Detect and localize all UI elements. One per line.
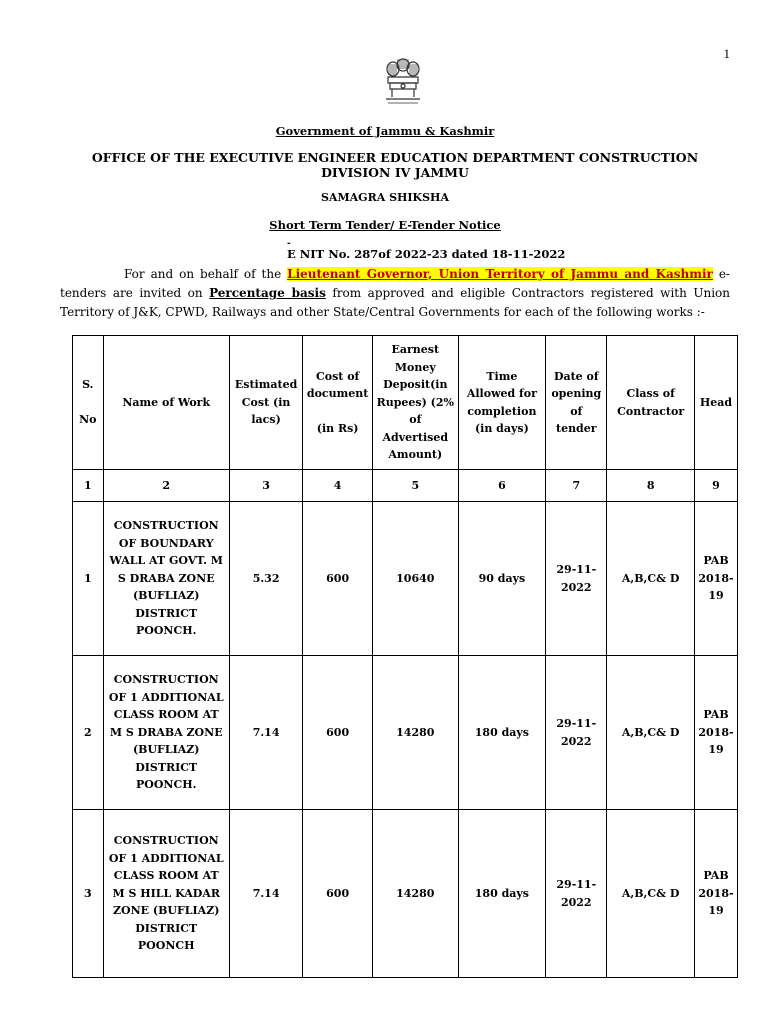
header-class-of-contractor: Class of Contractor [607,336,695,470]
date-of-opening-cell: 29-11-2022 [546,656,607,810]
table-row [73,810,738,978]
column-number: 2 [103,470,229,502]
national-emblem-icon [378,55,428,107]
table-header-row [73,336,738,470]
notice-title: Short Term Tender/ E-Tender Notice [269,218,501,232]
time-allowed-cell: 180 days [458,656,546,810]
tender-table [72,335,738,978]
header-estimated-cost: Estimated Cost (in lacs) [229,336,302,470]
nit-dash: - [287,239,291,249]
paragraph-part2: e-tenders are invited on [60,267,730,300]
header-emd: Earnest Money Deposit(in Rupees) (2% of Advertised Amount) [373,336,459,470]
time-allowed-cell: 180 days [458,810,546,978]
page-number: 1 [723,46,730,61]
cost-of-document-cell: 600 [303,502,373,656]
estimated-cost-cell: 7.14 [229,656,302,810]
time-allowed-cell: 90 days [458,502,546,656]
class-of-contractor-cell: A,B,C& D [607,502,695,656]
sno-cell: 1 [73,502,104,656]
paragraph-part3: from approved and eligible Contractors registered with Union Territory of J&K, CPWD, Railways and other State/Central Governments for each of the following works :- [60,286,730,319]
header-sno: S. No [73,336,104,470]
emd-cell: 10640 [373,502,459,656]
column-number: 7 [546,470,607,502]
name-of-work-cell: CONSTRUCTION OF 1 ADDITIONAL CLASS ROOM AT M S HILL KADAR ZONE (BUFLIAZ) DISTRICT POONCH [103,810,229,978]
head-cell: PAB 2018-19 [694,656,737,810]
date-of-opening-cell: 29-11-2022 [546,810,607,978]
table-row [73,502,738,656]
date-of-opening-cell: 29-11-2022 [546,502,607,656]
nit-number [287,240,565,261]
head-cell: PAB 2018-19 [694,502,737,656]
percentage-basis: Percentage basis [209,286,326,300]
header-cost-of-document: Cost of document (in Rs) [303,336,373,470]
class-of-contractor-cell: A,B,C& D [607,810,695,978]
head-cell: PAB 2018-19 [694,810,737,978]
column-number: 1 [73,470,104,502]
column-number: 3 [229,470,302,502]
table-row [73,656,738,810]
sno-cell: 3 [73,810,104,978]
column-number: 8 [607,470,695,502]
name-of-work-cell: CONSTRUCTION OF BOUNDARY WALL AT GOVT. M S DRABA ZONE (BUFLIAZ) DISTRICT POONCH. [103,502,229,656]
class-of-contractor-cell: A,B,C& D [607,656,695,810]
emd-cell: 14280 [373,656,459,810]
column-number: 9 [694,470,737,502]
column-number: 4 [303,470,373,502]
office-heading: OFFICE OF THE EXECUTIVE ENGINEER EDUCATION DEPARTMENT CONSTRUCTION DIVISION IV JAMMU [91,150,699,180]
paragraph-part1: For and on behalf of the [124,267,288,281]
header-time-allowed: Time Allowed for completion (in days) [458,336,546,470]
cost-of-document-cell: 600 [303,656,373,810]
sno-cell: 2 [73,656,104,810]
header-head: Head [694,336,737,470]
name-of-work-cell: CONSTRUCTION OF 1 ADDITIONAL CLASS ROOM AT M S DRABA ZONE (BUFLIAZ) DISTRICT POONCH. [103,656,229,810]
emd-cell: 14280 [373,810,459,978]
scheme-heading: SAMAGRA SHIKSHA [320,191,449,204]
government-heading: Government of Jammu & Kashmir [275,124,495,138]
cost-of-document-cell: 600 [303,810,373,978]
column-number: 6 [458,470,546,502]
notice-paragraph [60,265,730,322]
nit-text: E NIT No. 287of 2022-23 dated 18-11-2022 [287,247,566,261]
header-date-of-opening: Date of opening of tender [546,336,607,470]
column-number-row [73,470,738,502]
estimated-cost-cell: 7.14 [229,810,302,978]
authority-highlight: Lieutenant Governor, Union Territory of Jammu and Kashmir [287,267,713,281]
column-number: 5 [373,470,459,502]
header-name-of-work: Name of Work [103,336,229,470]
estimated-cost-cell: 5.32 [229,502,302,656]
